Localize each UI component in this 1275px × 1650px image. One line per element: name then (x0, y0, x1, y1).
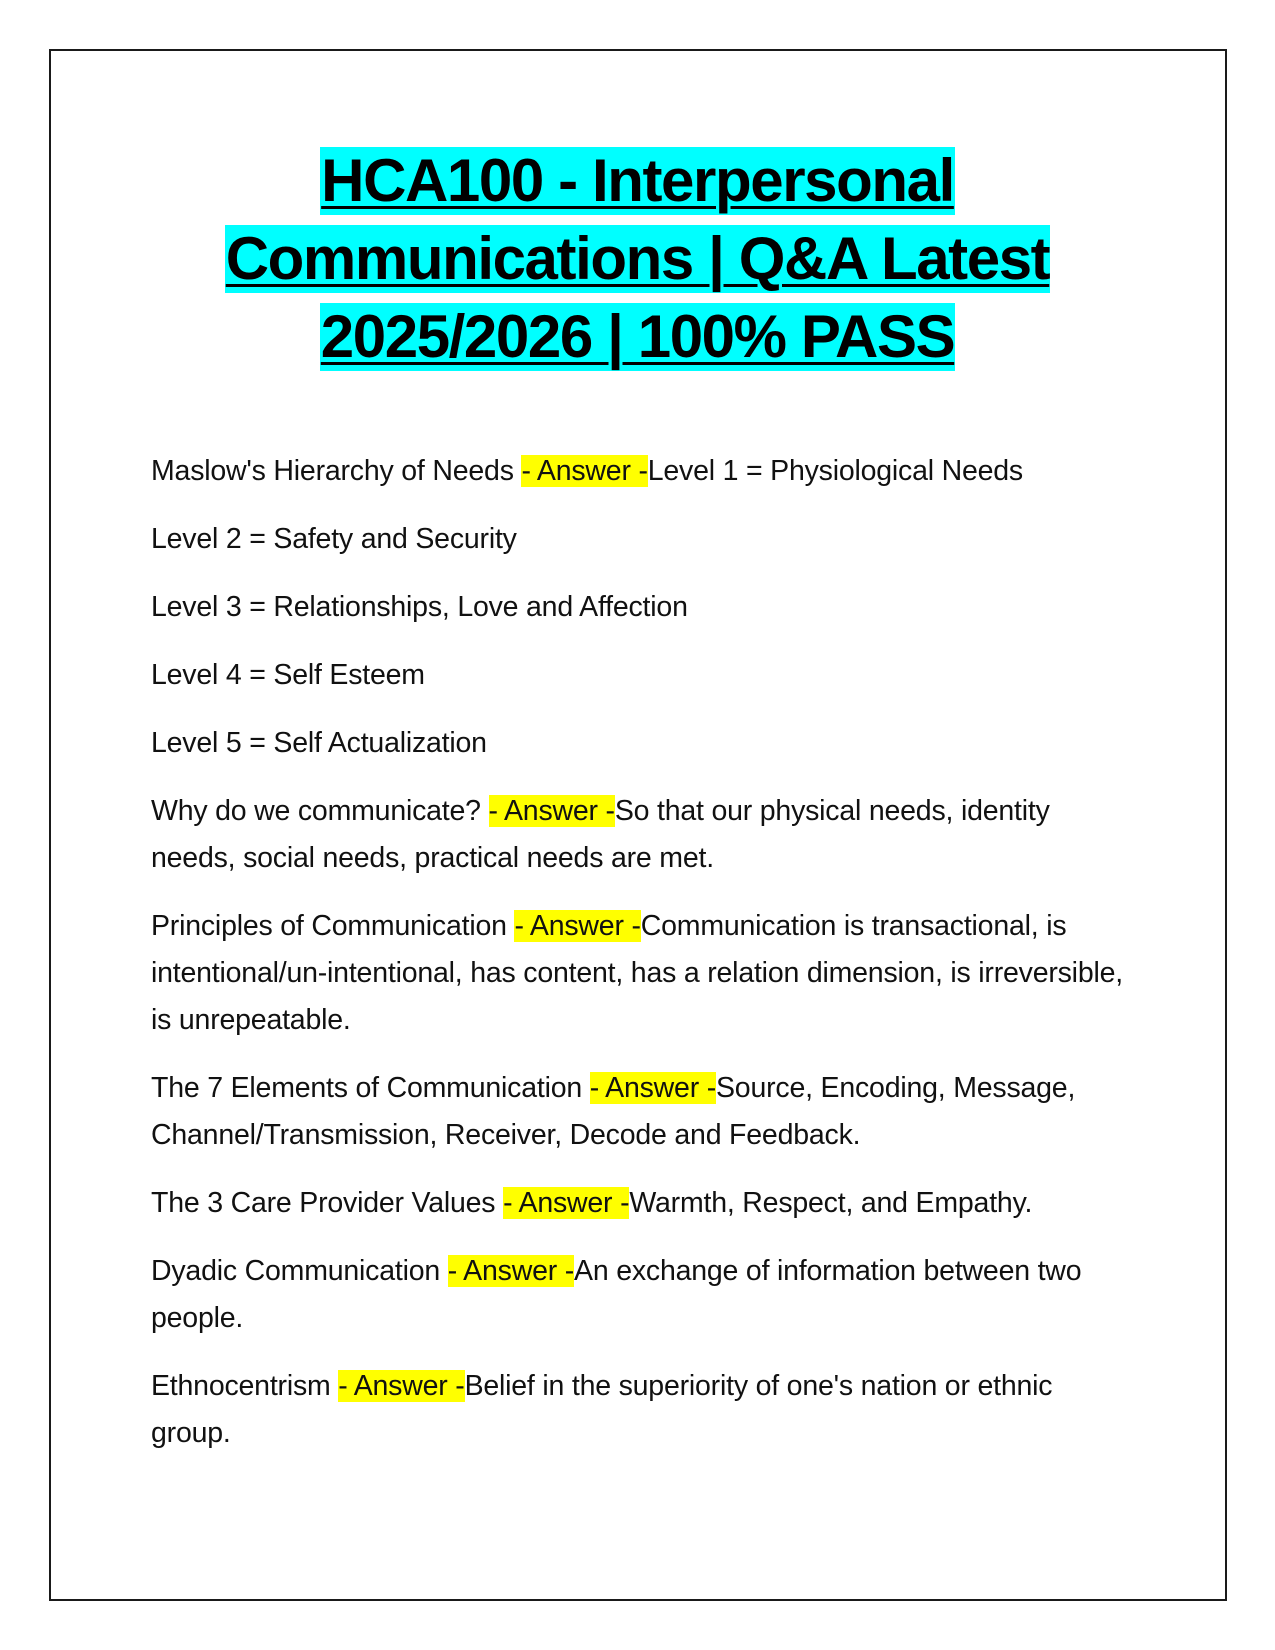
question-text: Ethnocentrism (151, 1370, 339, 1402)
title-line-2: Communications | Q&A Latest (225, 225, 1050, 292)
qa-entry-ethnocentrism (151, 1363, 1131, 1457)
question-text: The 3 Care Provider Values (151, 1187, 504, 1219)
answer-text: Belief in the superiority of one's nation or ethnic group. (151, 1370, 1053, 1449)
answer-marker: - Answer - (503, 1187, 630, 1219)
list-item: Level 3 = Relationships, Love and Affection (151, 591, 688, 623)
question-text: Dyadic Communication (151, 1255, 448, 1287)
document-title (100, 142, 1175, 376)
answer-text: Source, Encoding, Message, Channel/Transmission, Receiver, Decode and Feedback. (151, 1072, 1076, 1151)
answer-text: An exchange of information between two people. (151, 1255, 1082, 1334)
answer-text: So that our physical needs, identity needs, social needs, practical needs are met. (151, 795, 1050, 874)
qa-entry-dyadic (151, 1248, 1131, 1342)
title-line-1: HCA100 - Interpersonal (321, 147, 954, 214)
answer-text: Level 1 = Physiological Needs (647, 455, 1023, 487)
answer-marker: - Answer - (589, 1072, 716, 1104)
qa-entry-maslow (151, 448, 1131, 495)
qa-entry-principles (151, 903, 1131, 1044)
question-text: Principles of Communication (151, 910, 515, 942)
qa-entry-why-communicate (151, 788, 1131, 882)
qa-entry-seven-elements (151, 1065, 1131, 1159)
answer-marker: - Answer - (521, 455, 648, 487)
title-line-3: 2025/2026 | 100% PASS (320, 303, 955, 370)
qa-list (151, 448, 1131, 1478)
answer-marker: - Answer - (447, 1255, 575, 1287)
question-text: Maslow's Hierarchy of Needs (151, 455, 522, 487)
list-item: Level 5 = Self Actualization (151, 727, 487, 759)
answer-marker: - Answer - (338, 1370, 465, 1402)
answer-text: Warmth, Respect, and Empathy. (629, 1187, 1033, 1219)
answer-marker: - Answer - (514, 910, 641, 942)
answer-marker: - Answer - (488, 795, 615, 827)
qa-entry-care-values (151, 1180, 1131, 1227)
answer-text: Communication is transactional, is intentional/un-intentional, has content, has a relation dimension, is irreversible, is unrepeatable. (151, 910, 1123, 1036)
list-item: Level 2 = Safety and Security (151, 523, 517, 555)
question-text: Why do we communicate? (151, 795, 489, 827)
question-text: The 7 Elements of Communication (151, 1072, 590, 1104)
list-item: Level 4 = Self Esteem (151, 659, 425, 691)
